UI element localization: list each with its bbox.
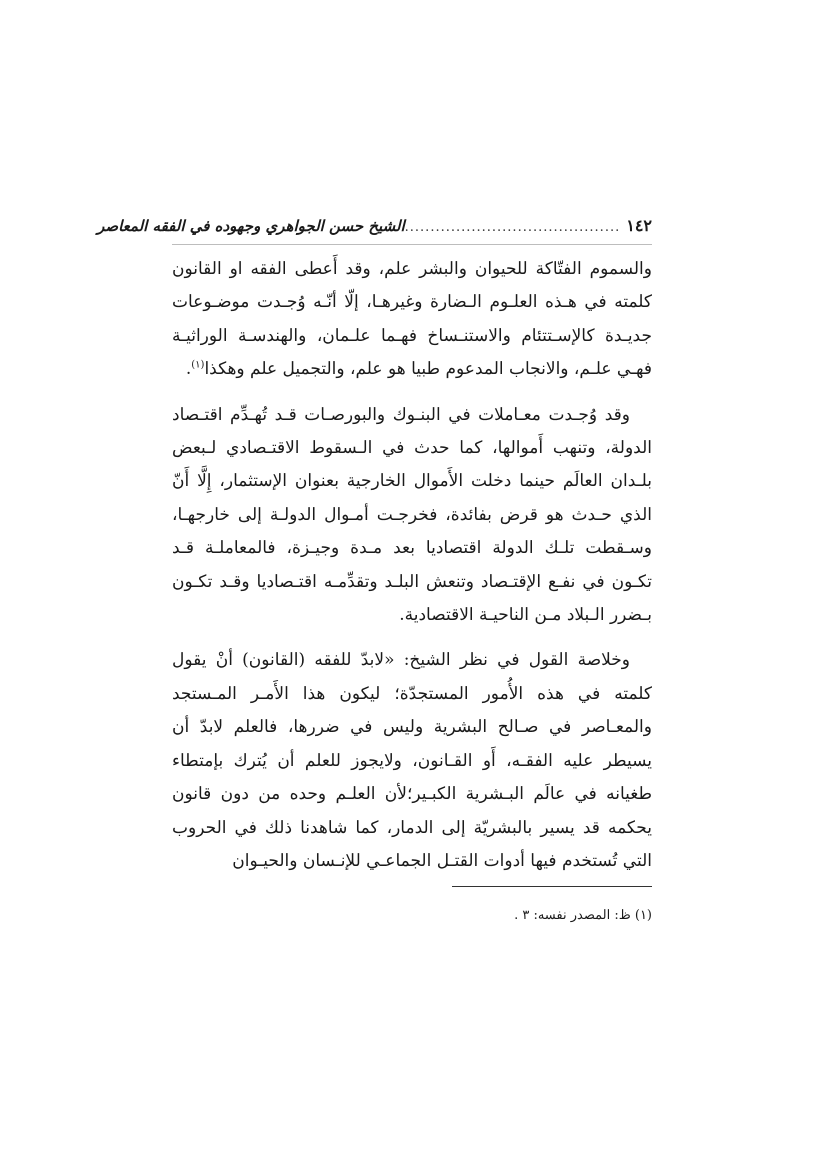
page-number: ١٤٢ (626, 216, 652, 235)
footnote-divider (452, 886, 652, 887)
footnote: (١) ظ: المصدر نفسه: ٣ . (514, 908, 652, 923)
paragraph-1-tail: . (185, 359, 192, 380)
running-header (97, 214, 652, 245)
paragraph-1-text: والسموم الفتّاكة للحيوان والبشر علم، وقد أَعطى الفقه او القانون كلمته في هـذه العلـوم الـضارة وغيرهـا، إلّا أنّـه وُجـدت موضـوعات جديـدة كالإسـتتئام والاستنـساخ فهـما علـمان، والهندسـة الوراثيـة فهـي علـم، والانجاب المدعوم طبيا هو علم، والتجميل علم وهكذا (172, 259, 652, 380)
footnote-reference: (١) (191, 359, 205, 371)
paragraph-2: وقد وُجـدت معـاملات في البنـوك والبورصـات قـد تُهـدِّم اقتـصاد الدولة، وتنهب أَموالها، كما حدث في الـسقوط الاقتـصادي لـبعض بلـدان العالَم حينما دخلت الأَموال الخارجية بعنوان الإستثمار، إِلَّا أَنّ الذي حـدث هو قرض بفائدة، فخرجـت أمـوال الدولـة إلى خارجهـا، وسـقطت تلـك الدولة اقتصاديا بعد مـدة وجيـزة، فالمعاملـة قـد تكـون في نفـع الإقتـصاد وتنعش البلـد وتقدِّمـه اقتـصاديا وقـد تكـون بـضرر الـبلاد مـن الناحيـة الاقتصادية. (172, 404, 652, 626)
paragraph-gap (172, 632, 652, 644)
book-title: الشيخ حسن الجواهري وجهوده في الفقه المعاصر (97, 217, 405, 235)
header-leader-dots: .......................................... (404, 220, 621, 235)
paragraph-3: وخلاصة القول في نظر الشيخ: «لابدّ للفقه (القانون) أنْ يقول كلمته في هذه الأُمور المستجدّة؛ ليكون هذا الأَمـر المـستجد والمعـاصر في صـالح البشرية وليس في ضررها، فالعلم لابدّ أن يسيطر عليه الفقـه، أَو القـانون، ولايجوز للعلم أن يُترك بإمتطاء طغيانه في عالَم البـشرية الكبـير؛لأن العلـم وحده من دون قانون يحكمه قد يسير بالبشريّة إلى الدمار، كما شاهدنا ذلك في الحروب التي تُستخدم فيها أدوات القتـل الجماعـي للإنـسان والحيـوان (172, 650, 652, 871)
page-body (97, 214, 652, 878)
paragraph-gap (172, 387, 652, 399)
paragraph-1 (172, 253, 652, 387)
